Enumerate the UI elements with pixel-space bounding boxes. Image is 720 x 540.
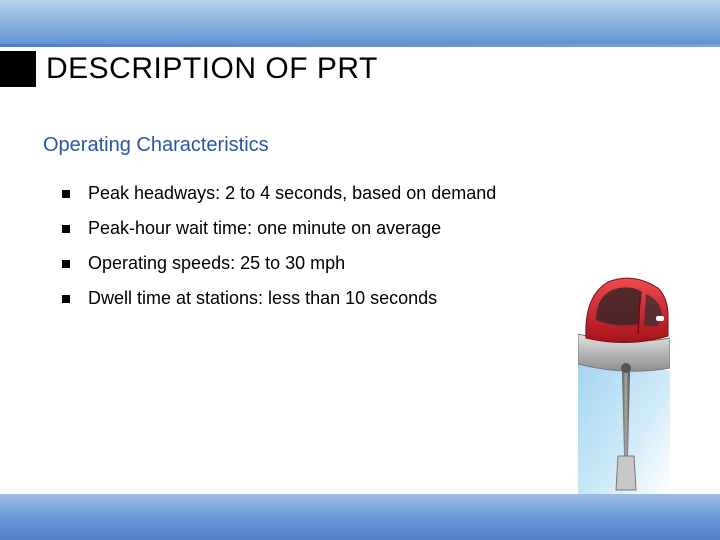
bullet-text: Operating speeds: 25 to 30 mph	[88, 253, 346, 273]
bullet-square-icon	[62, 225, 70, 233]
bullet-text: Peak headways: 2 to 4 seconds, based on demand	[88, 183, 497, 203]
bullet-square-icon	[62, 190, 70, 198]
bullet-text: Dwell time at stations: less than 10 seconds	[88, 288, 438, 308]
bullet-item	[62, 246, 496, 281]
header-divider	[0, 44, 720, 47]
bullet-text: Peak-hour wait time: one minute on average	[88, 218, 442, 238]
bullet-item	[62, 176, 496, 211]
slide-subtitle: Operating Characteristics	[43, 134, 269, 156]
bullet-item	[62, 281, 496, 316]
bullet-item	[62, 211, 496, 246]
prt-vehicle-on-guideway-icon	[578, 276, 670, 496]
slide-title: DESCRIPTION OF PRT	[46, 52, 378, 85]
bullet-square-icon	[62, 295, 70, 303]
bullet-square-icon	[62, 260, 70, 268]
bottom-footer-band	[0, 494, 720, 540]
title-marker	[0, 51, 36, 87]
bullet-list	[62, 176, 496, 316]
top-header-band	[0, 0, 720, 46]
